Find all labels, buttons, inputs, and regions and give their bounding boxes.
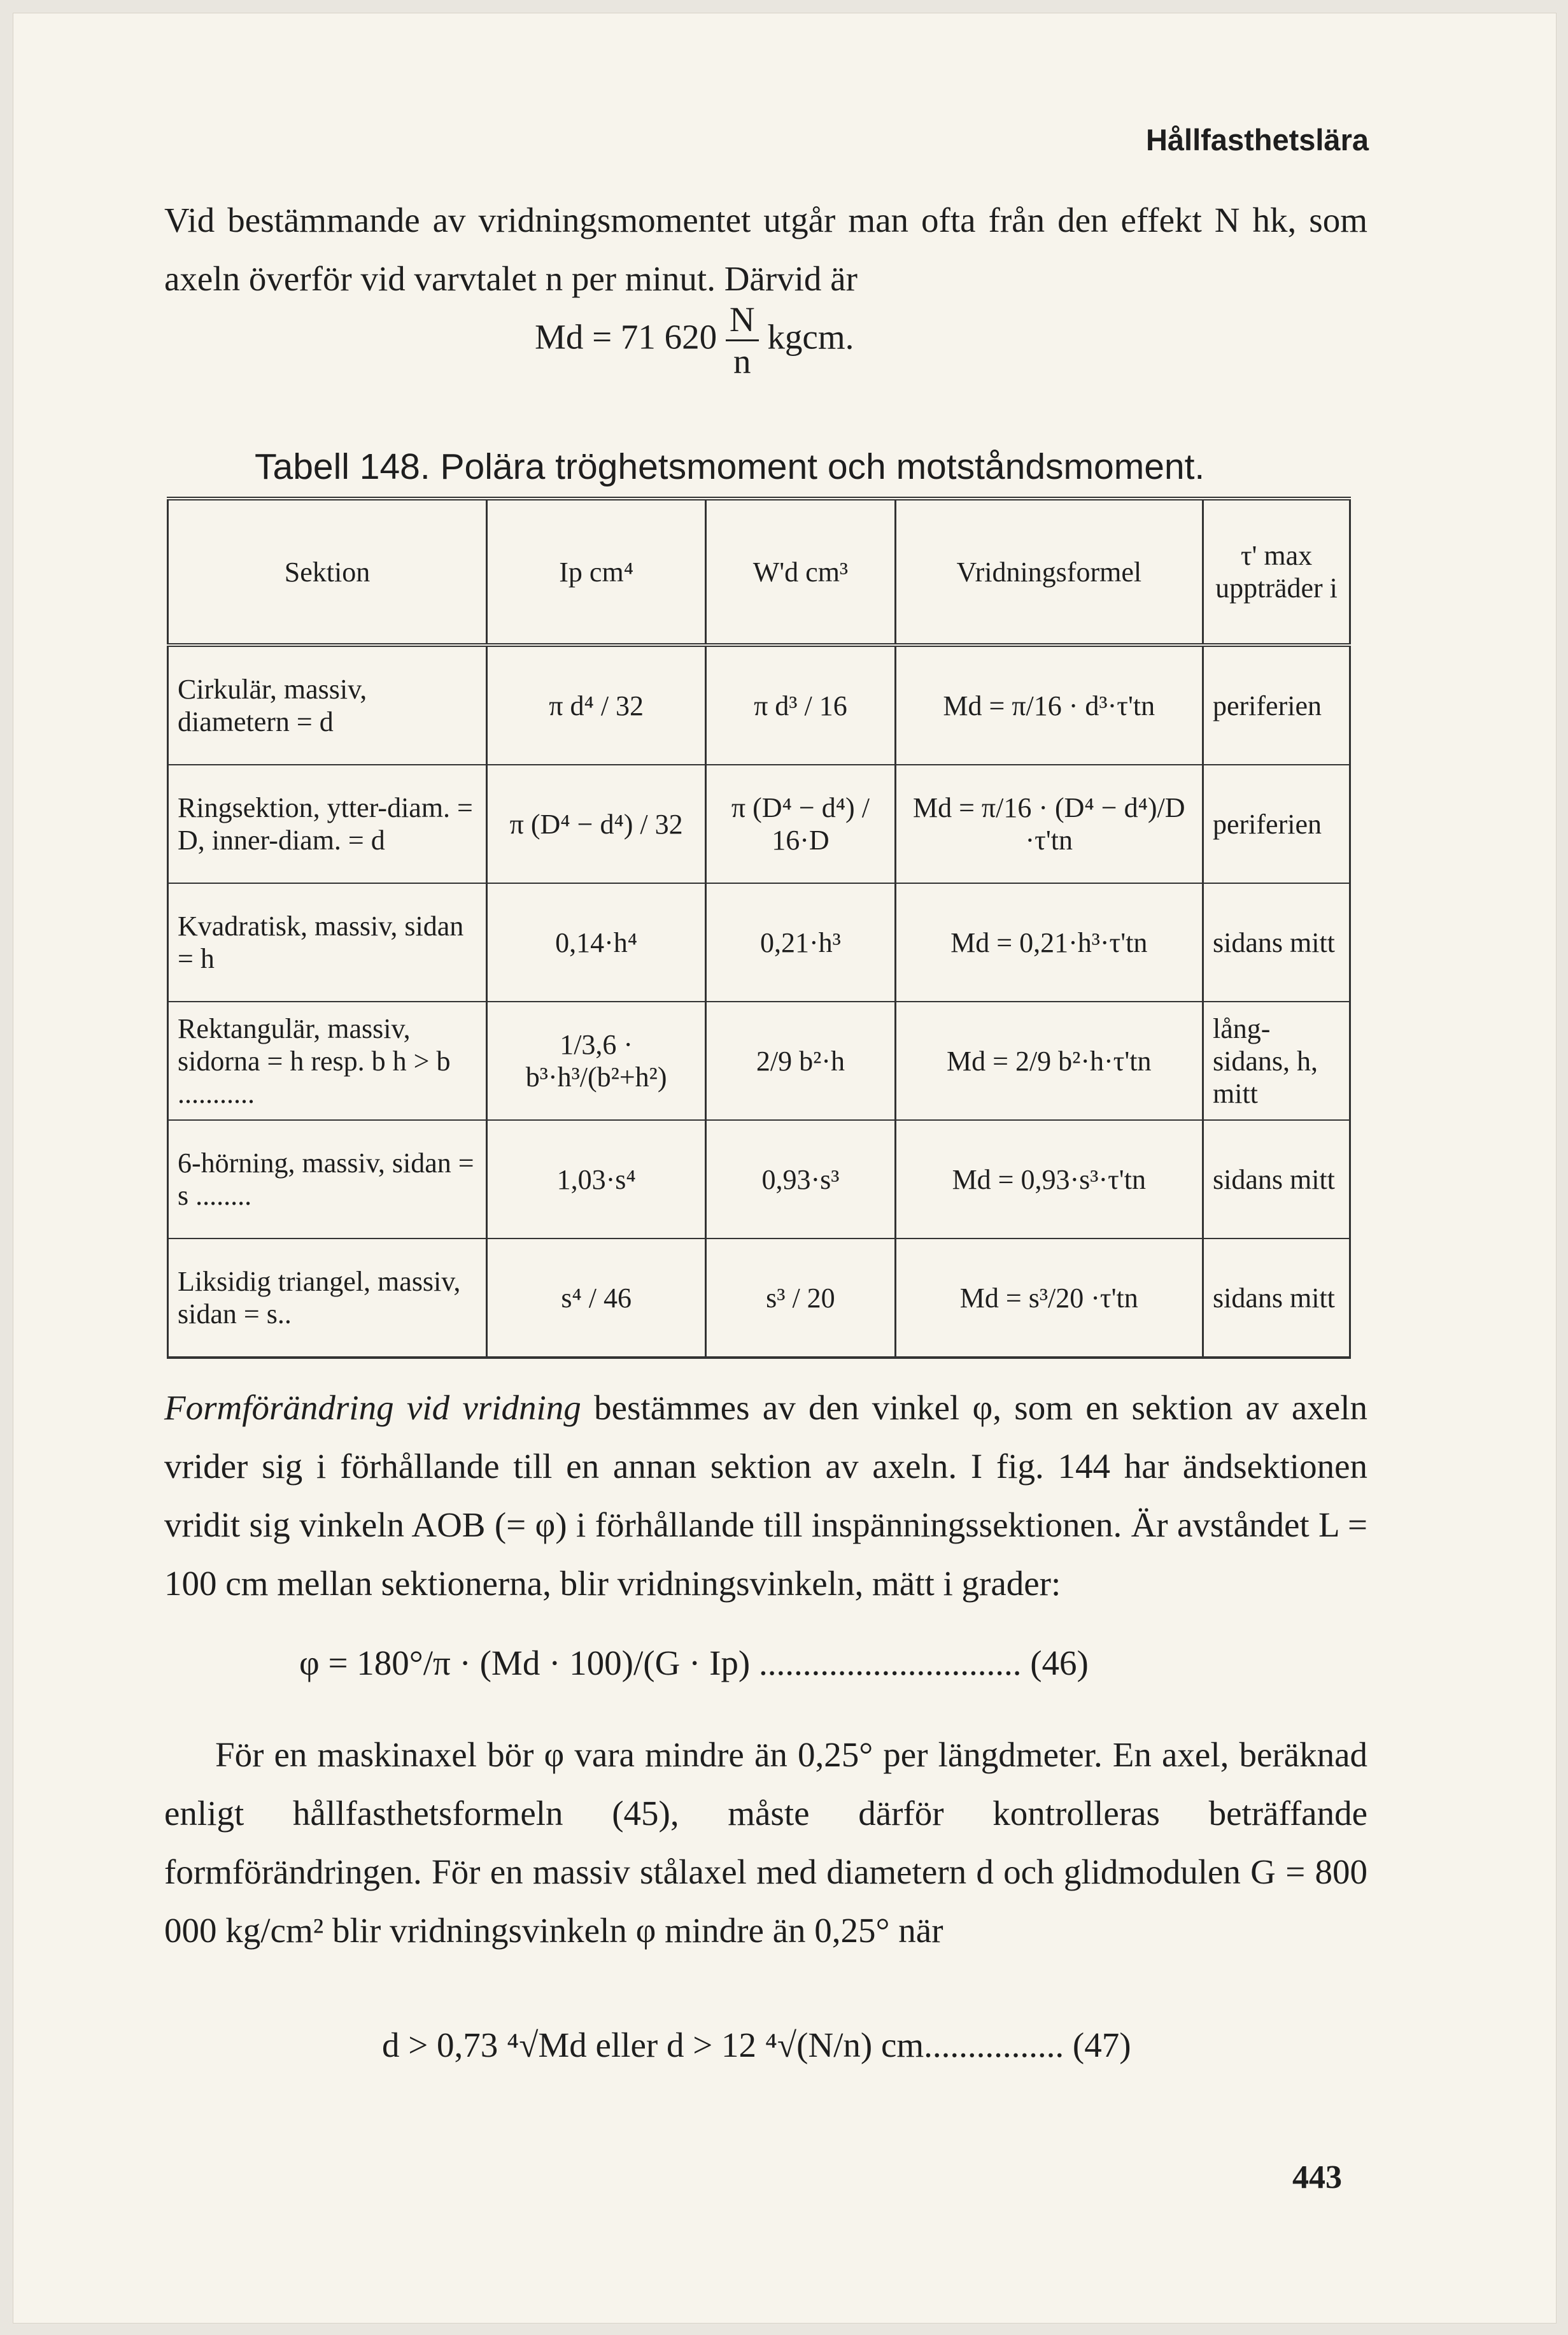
row-position: sidans mitt	[1203, 1120, 1350, 1238]
row-formula: Md = 0,93·s³·τ'tn	[895, 1120, 1203, 1238]
row-section: Ringsektion, ytter-diam. = D, inner-diam. = d	[168, 765, 487, 883]
equation-46: φ = 180°/π · (Md · 100)/(G · Ip) .............................. (46)	[299, 1643, 1089, 1682]
row-ip: 1/3,6 · b³·h³/(b²+h²)	[487, 1002, 706, 1120]
deformation-paragraph	[164, 1379, 1367, 1613]
table-row	[168, 645, 1350, 765]
row-ip: 0,14·h⁴	[487, 883, 706, 1002]
row-position: periferien	[1203, 765, 1350, 883]
row-position: sidans mitt	[1203, 883, 1350, 1002]
header-wd: W'd cm³	[706, 499, 895, 645]
header-position: τ' max uppträder i	[1203, 499, 1350, 645]
row-formula: Md = 0,21·h³·τ'tn	[895, 883, 1203, 1002]
table-row	[168, 1238, 1350, 1358]
header-ip: Ip cm⁴	[487, 499, 706, 645]
running-head: Hållfasthetslära	[1145, 123, 1369, 157]
page-number: 443	[1292, 2159, 1342, 2196]
table-row	[168, 1120, 1350, 1238]
row-section: Kvadratisk, massiv, sidan = h	[168, 883, 487, 1002]
header-formula: Vridningsformel	[895, 499, 1203, 645]
row-formula: Md = π/16 · (D⁴ − d⁴)/D ·τ'tn	[895, 765, 1203, 883]
row-wd: 2/9 b²·h	[706, 1002, 895, 1120]
intro-formula-den: n	[733, 342, 751, 381]
table-row	[168, 765, 1350, 883]
row-wd: s³ / 20	[706, 1238, 895, 1358]
row-ip: 1,03·s⁴	[487, 1120, 706, 1238]
intro-formula-num: N	[726, 299, 759, 341]
row-wd: π (D⁴ − d⁴) / 16·D	[706, 765, 895, 883]
header-section: Sektion	[168, 499, 487, 645]
deformation-text: bestämmes av den vinkel φ, som en sektion av axeln vrider sig i förhållande till en annan sektion av axeln. I fig. 144 har ändsektionen vridit sig vinkeln AOB (= φ) i förhållande till inspänningssektionen. Är avståndet L = 100 cm mellan sektionerna, blir vridningsvinkeln, mätt i grader:	[164, 1388, 1367, 1603]
table-caption: Tabell 148. Polära tröghetsmoment och motståndsmoment.	[255, 446, 1205, 487]
table-row	[168, 883, 1350, 1002]
row-position: sidans mitt	[1203, 1238, 1350, 1358]
row-formula: Md = 2/9 b²·h·τ'tn	[895, 1002, 1203, 1120]
equation-47: d > 0,73 ⁴√Md eller d > 12 ⁴√(N/n) cm................ (47)	[382, 2026, 1131, 2064]
row-position: periferien	[1203, 645, 1350, 765]
row-formula: Md = s³/20 ·τ'tn	[895, 1238, 1203, 1358]
row-wd: 0,21·h³	[706, 883, 895, 1002]
row-section: Rektangulär, massiv, sidorna = h resp. b h > b ...........	[168, 1002, 487, 1120]
row-wd: π d³ / 16	[706, 645, 895, 765]
intro-formula	[535, 299, 854, 382]
intro-paragraph: Vid bestämmande av vridningsmomentet utgår man ofta från den effekt N hk, som axeln överför vid varvtalet n per minut. Därvid är	[164, 201, 1367, 298]
row-section: Liksidig triangel, massiv, sidan = s..	[168, 1238, 487, 1358]
shaft-paragraph: För en maskinaxel bör φ vara mindre än 0,25° per längdmeter. En axel, beräknad enligt hållfasthetsformeln (45), måste därför kontrolleras beträffande formförändringen. För en massiv stålaxel med diametern d och glidmodulen G = 800 000 kg/cm² blir vridningsvinkeln φ mindre än 0,25° när	[164, 1735, 1367, 1950]
table-header-row	[168, 499, 1350, 645]
row-section: 6-hörning, massiv, sidan = s ........	[168, 1120, 487, 1238]
moment-table	[167, 497, 1351, 1359]
intro-formula-unit: kgcm.	[767, 317, 854, 357]
row-section: Cirkulär, massiv, diametern = d	[168, 645, 487, 765]
deformation-lead: Formförändring vid vridning	[164, 1388, 581, 1427]
table-row	[168, 1002, 1350, 1120]
row-ip: π (D⁴ − d⁴) / 32	[487, 765, 706, 883]
intro-formula-lhs: Md = 71 620	[535, 317, 717, 357]
row-ip: s⁴ / 46	[487, 1238, 706, 1358]
row-ip: π d⁴ / 32	[487, 645, 706, 765]
row-wd: 0,93·s³	[706, 1120, 895, 1238]
row-formula: Md = π/16 · d³·τ'tn	[895, 645, 1203, 765]
row-position: lång-sidans, h, mitt	[1203, 1002, 1350, 1120]
